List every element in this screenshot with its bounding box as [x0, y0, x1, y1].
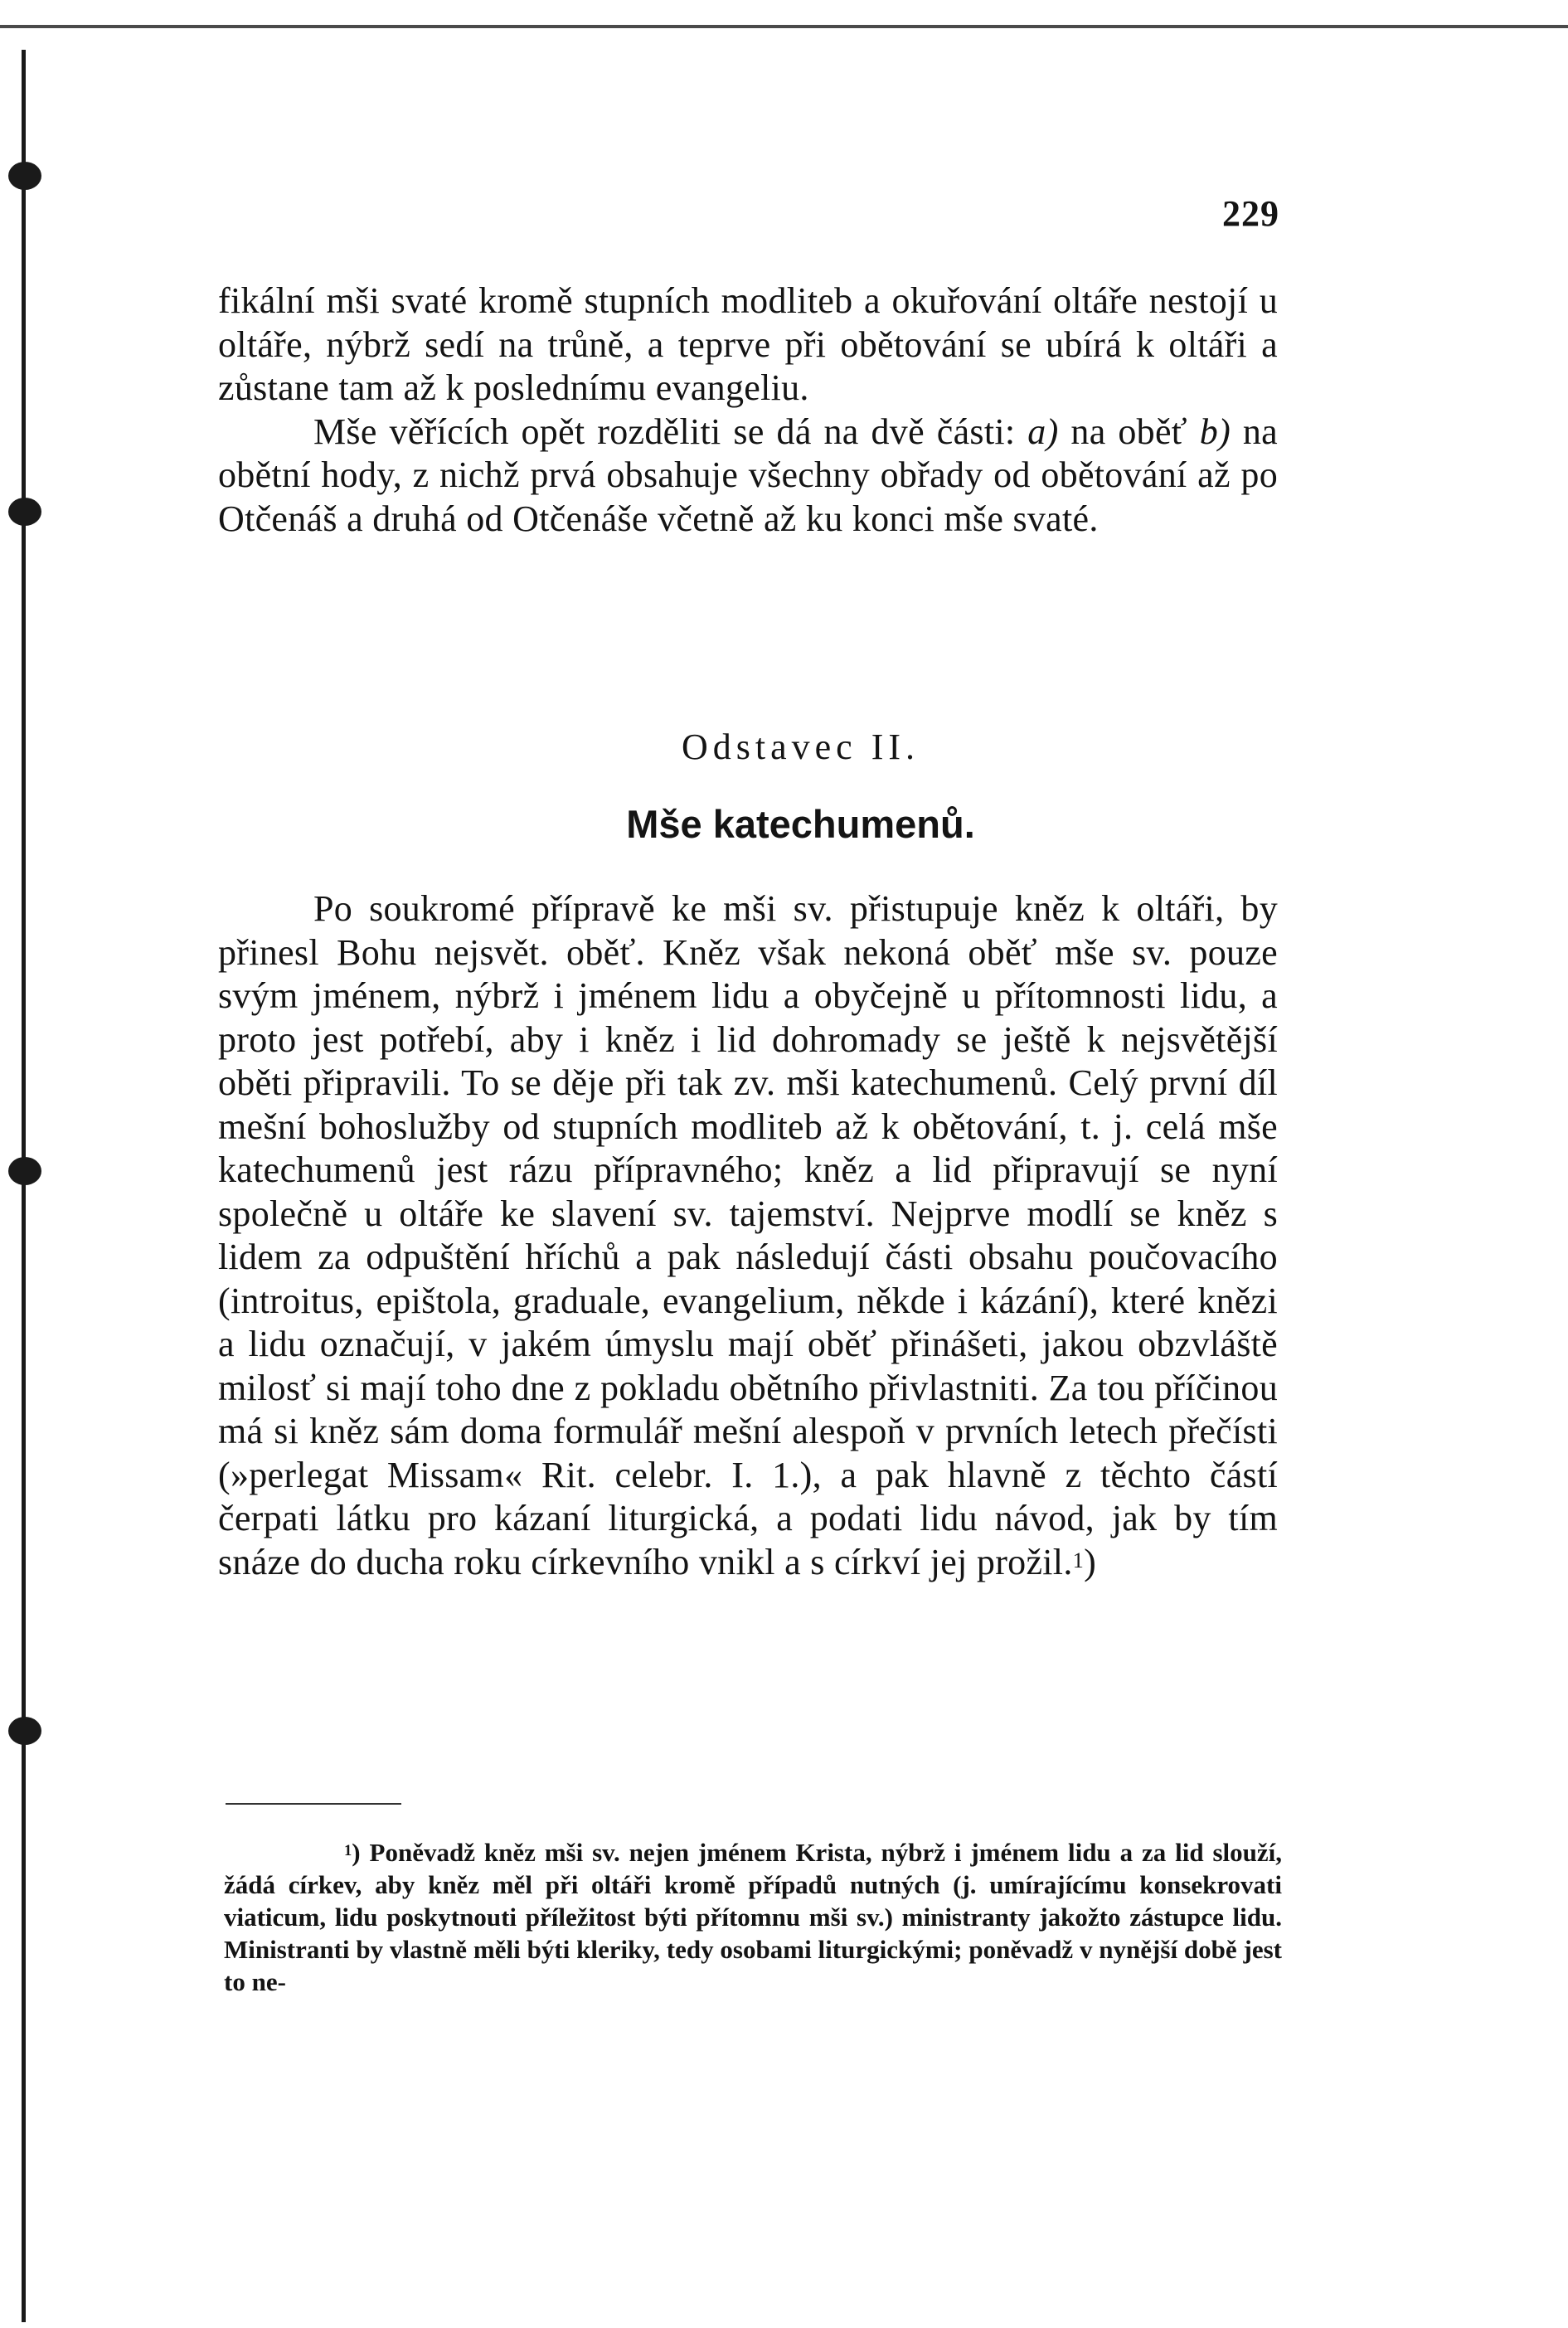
scan-edge-mark	[8, 162, 41, 190]
paragraph-text-end: na obětní hody, z nichž prvá obsahuje všechny obřady od obětování až po Otčenáš a druhá od Otčenáše včetně až ku konci mše svaté.	[218, 411, 1279, 539]
paragraph-text-mid: na oběť	[1058, 411, 1200, 452]
paragraph-catechumen-mass	[218, 887, 1278, 1584]
main-text-block	[218, 887, 1278, 1584]
list-mark-b: b)	[1199, 411, 1231, 452]
paragraph-text: fikální mši svaté kromě stupních modliteb a okuřování oltáře nestojí u oltáře, nýbrž sedí na trůně, a teprve při obětování se ubírá k oltáři a zůstane tam až k poslednímu evangeliu.	[218, 280, 1278, 408]
list-mark-a: a)	[1027, 411, 1059, 452]
scan-top-edge	[0, 25, 1568, 28]
footnote-divider	[226, 1803, 401, 1805]
paragraph-text-start: Mše věřících opět rozděliti se dá na dvě části:	[313, 411, 1028, 452]
footnote-text: Poněvadž kněz mši sv. nejen jménem Krista, nýbrž i jménem lidu a za lid slouží, žádá církev, aby kněz měl při oltáři kromě případů nutných (j. umírajícímu konsekrovati viaticum, lidu poskytnouti příležitost býti přítomnu mši sv.) ministranty jakožto zástupce lidu. Ministranti by vlastně měli býti kleriky, tedy osobami liturgickými; poněvadž v nynější době jest to ne-	[224, 1838, 1282, 1996]
paragraph-continuation	[218, 279, 1278, 411]
footnote	[224, 1836, 1282, 1998]
paragraph-text: Po soukromé přípravě ke mši sv. přistupuje kněz k oltáři, by přinesl Bohu nejsvět. oběť. Kněz však nekoná oběť mše sv. pouze svým jménem, nýbrž i jménem lidu a obyčejně u přítomnosti lidu, a proto jest potřebí, aby i kněz i lid dohromady se ještě k nejsvětější oběti připravili. To se děje při tak zv. mši katechumenů. Celý první díl mešní bohoslužby od stupních modliteb až k obětování, t. j. celá mše katechumenů jest rázu přípravného; kněz a lid připravují se nyní společně u oltáře ke slavení sv. tajemství. Nejprve modlí se kněz s lidem za odpuštění hříchů a pak následují části obsahu poučovacího (introitus, epištola, graduale, evangelium, někde i kázání), které knězi a lidu označují, v jakém úmyslu mají oběť přinášeti, jakou obzvláště milosť si mají toho dne z pokladu obětního přivlastniti. Za tou příčinou má si kněz sám doma formulář mešní alespoň v prvních letech přečísti (»perlegat Missam« Rit. celebr. I. 1.), a pak hlavně z těchto částí čerpati látku pro kázaní liturgická, a podati lidu návod, jak by tím snáze do ducha roku církevního vnikl a s církví jej prožil.	[218, 888, 1278, 1582]
scan-edge-mark	[8, 1717, 41, 1745]
scan-binding-edge	[22, 50, 26, 2322]
footnote-reference-paren: )	[1084, 1541, 1097, 1582]
footnote-marker: 1	[344, 1842, 352, 1860]
top-text-block	[218, 279, 1278, 541]
scan-edge-mark	[8, 1157, 41, 1185]
footnote-marker-paren: )	[352, 1838, 361, 1867]
footnote-reference: 1	[1072, 1547, 1085, 1572]
section-title: Mše katechumenů.	[626, 802, 975, 846]
scan-edge-mark	[8, 498, 41, 526]
paragraph-faithful-mass	[218, 411, 1278, 542]
section-label: Odstavec II.	[681, 727, 920, 767]
page-number: 229	[1222, 193, 1279, 234]
